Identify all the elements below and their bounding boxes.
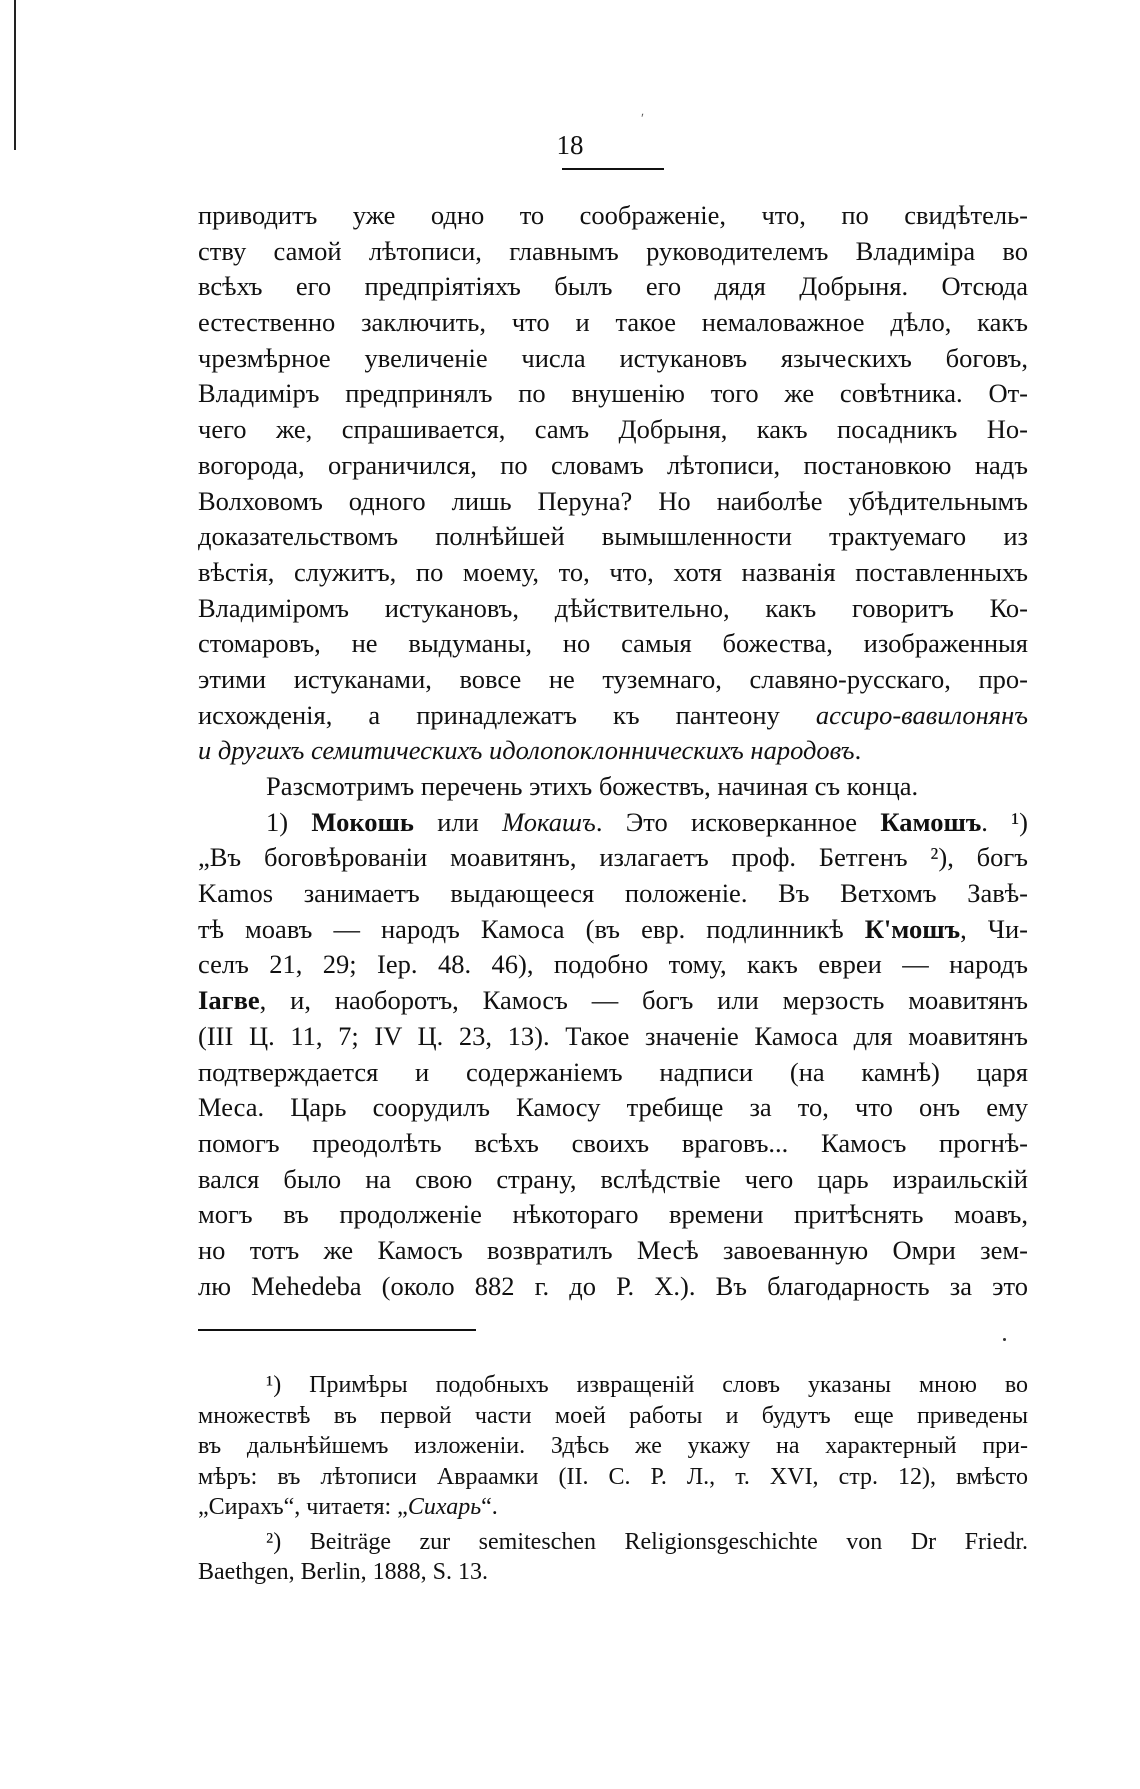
italic-phrase: ассиро-вавилонянъ xyxy=(815,699,1028,730)
text-run: , и, наоборотъ, Камосъ — богъ или мерзость моавитянъ xyxy=(259,985,1028,1016)
footnote-2-line: ²) Beiträge zur semiteschen Religionsgeschichte von Dr Friedr. xyxy=(266,1528,1028,1555)
text-run: „Сирахъ“, читаетя: „ xyxy=(198,1494,408,1520)
main-text xyxy=(198,198,1028,1304)
text-run: “. xyxy=(481,1494,498,1520)
page-number-rule xyxy=(562,168,664,170)
footnote-1-line: мѣръ: въ лѣтописи Авраамки (II. С. Р. Л., т. XVI, стр. 12), вмѣсто xyxy=(198,1463,1028,1490)
text-line: ству самой лѣтописи, главнымъ руководителемъ Владиміра во xyxy=(198,235,1028,266)
footnote-1-line xyxy=(198,1492,1028,1523)
item-heading-line xyxy=(198,805,1028,841)
page-number: 18 xyxy=(556,130,584,160)
text-line: Волховомъ одного лишь Перуна? Но наиболѣе убѣдительнымъ xyxy=(198,485,1028,516)
text-run: , Чи- xyxy=(960,913,1028,944)
text-run: . ¹) xyxy=(981,806,1028,837)
text-line: чего же, спрашивается, самъ Добрыня, какъ посадникъ Но- xyxy=(198,414,1028,445)
italic-term: Сихарь xyxy=(407,1494,482,1520)
text-run: тѣ моавъ — народъ Камоса (въ евр. подлинникѣ xyxy=(198,913,865,944)
footnote-1-line: въ дальнѣйшемъ изложеніи. Здѣсь же укажу на характерный при- xyxy=(198,1433,1028,1459)
text-line: вогорода, ограничился, по словамъ лѣтописи, постановкою надъ xyxy=(198,449,1028,480)
text-run: исхожденія, а принадлежатъ къ пантеону xyxy=(198,699,816,730)
text-line: лю Mehedeba (около 882 г. до Р. Х.). Въ благодарность за это xyxy=(198,1270,1028,1301)
text-line: стомаровъ, не выдуманы, но самыя божества, изображенныя xyxy=(198,628,1028,659)
text-line: (III Ц. 11, 7; IV Ц. 23, 13). Такое значеніе Камоса для моавитянъ xyxy=(198,1020,1028,1051)
text-line xyxy=(198,733,1028,769)
text-line: Меса. Царь соорудилъ Камосу требище за то, что онъ ему xyxy=(198,1092,1028,1123)
text-line: помогъ преодолѣть всѣхъ своихъ враговъ... Камосъ прогнѣ- xyxy=(198,1127,1028,1158)
text-line: „Въ боговѣрованіи моавитянъ, излагаетъ проф. Бетгенъ ²), богъ xyxy=(198,842,1028,873)
text-line: доказательствомъ полнѣйшей вымышленности трактуемаго из xyxy=(198,521,1028,552)
bold-term: Мокошь xyxy=(311,806,414,837)
bold-term: Іагве xyxy=(198,985,260,1016)
text-line: Владиміромъ истукановъ, дѣйствительно, какъ говоритъ Ко- xyxy=(198,592,1028,623)
italic-phrase: и другихъ семитическихъ идолопоклонническихъ народовъ xyxy=(198,735,855,766)
text-line xyxy=(198,698,1028,734)
footnotes xyxy=(198,1370,1028,1588)
text-run: . Это исковерканное xyxy=(595,806,881,837)
text-run: или xyxy=(413,806,503,837)
text-line: вался было на свою страну, вслѣдствіе чего царь израильскій xyxy=(198,1163,1028,1194)
footnote-1-line: ¹) Примѣры подобныхъ извращеній словъ указаны мною во xyxy=(266,1372,1028,1398)
bold-term: К'мошъ xyxy=(864,913,961,944)
text-line xyxy=(198,983,1028,1019)
footnote-1-line: множествѣ въ первой части моей работы и будутъ еще приведены xyxy=(198,1402,1028,1429)
text-line: Владиміръ предпринялъ по внушенію того же совѣтника. От- xyxy=(198,378,1028,409)
text-line xyxy=(198,912,1028,948)
text-line: могъ въ продолженіе нѣкотораго времени притѣснять моавъ, xyxy=(198,1199,1028,1230)
page-edge-line xyxy=(14,0,16,150)
paragraph-start-line: Разсмотримъ перечень этихъ божествъ, начиная съ конца. xyxy=(266,771,919,801)
text-line: подтверждается и содержаніемъ надписи (на камнѣ) царя xyxy=(198,1056,1028,1087)
text-run: 1) xyxy=(266,806,312,837)
stray-print-mark: ʹ xyxy=(641,112,645,127)
text-line: селъ 21, 29; Іер. 48. 46), подобно тому, какъ евреи — народъ xyxy=(198,949,1028,980)
text-line: этими истуканами, вовсе не туземнаго, славяно-русскаго, про- xyxy=(198,663,1028,694)
text-line: Kamos занимаетъ выдающееся положеніе. Въ Ветхомъ Завѣ- xyxy=(198,878,1028,909)
text-line: вѣстія, служитъ, по моему, то, что, хотя названія поставленныхъ xyxy=(198,556,1028,587)
text-run: . xyxy=(854,735,862,766)
footnote-separator xyxy=(198,1329,476,1331)
bold-term: Камошъ xyxy=(880,806,982,837)
text-line: естественно заключить, что и такое немаловажное дѣло, какъ xyxy=(198,307,1028,338)
text-line: всѣхъ его предпріятіяхъ былъ его дядя Добрыня. Отсюда xyxy=(198,271,1028,302)
text-line: чрезмѣрное увеличеніе числа истукановъ языческихъ боговъ, xyxy=(198,342,1028,373)
print-speck xyxy=(1003,1338,1006,1341)
text-line: но тотъ же Камосъ возвратилъ Месѣ завоеванную Омри зем- xyxy=(198,1234,1028,1265)
text-line: приводитъ уже одно то соображеніе, что, по свидѣтель- xyxy=(198,200,1028,230)
footnote-2-line: Baethgen, Berlin, 1888, S. 13. xyxy=(198,1559,488,1585)
italic-term: Мокашъ xyxy=(502,806,596,837)
